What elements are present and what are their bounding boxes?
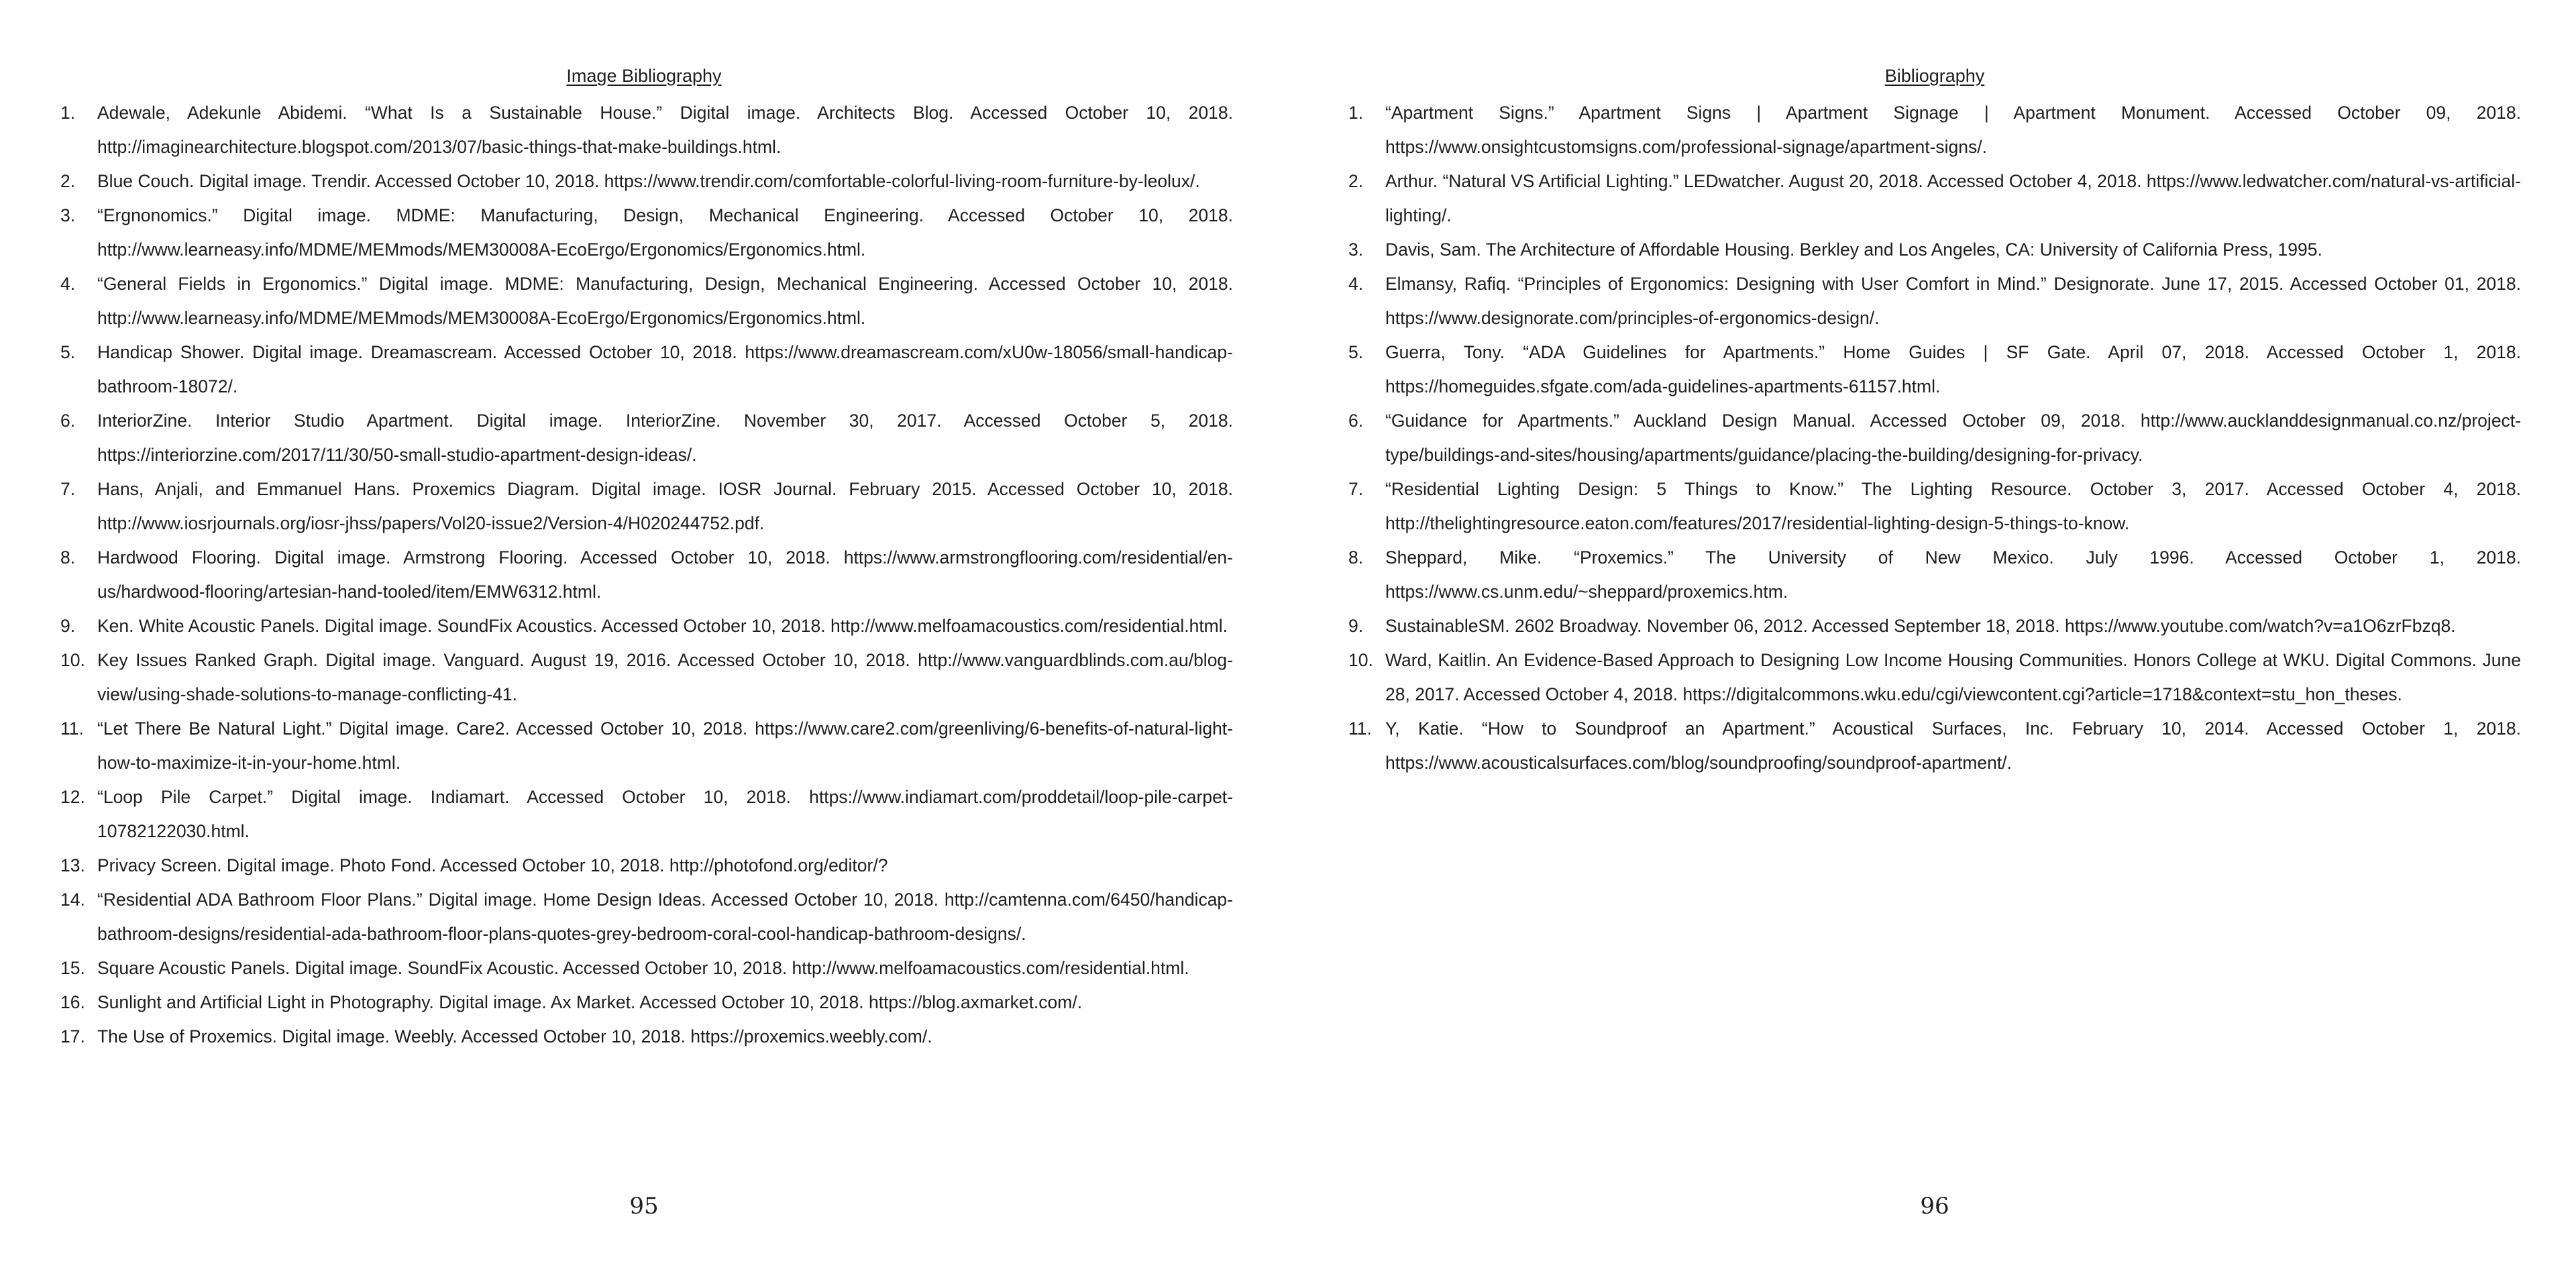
entry-text: SustainableSM. 2602 Broadway. November 06, 2012. Accessed September 18, 2018. https://www.youtube.com/watch?v=a1O6zrFbzq8. — [1385, 616, 2456, 636]
entry-text: Key Issues Ranked Graph. Digital image. Vanguard. August 19, 2016. Accessed October 10, 2018. http://www.vanguardblinds.com.au/blog-view/using-shade-solutions-to-manage-conflicting-41. — [97, 650, 1233, 704]
entry-text: Handicap Shower. Digital image. Dreamascream. Accessed October 10, 2018. https://www.dreamascream.com/xU0w-18056/small-handicap-bathroom-18072/. — [97, 342, 1233, 396]
bibliography-entry — [1348, 404, 2521, 472]
bibliography-entry — [60, 712, 1233, 780]
bibliography-entry — [1348, 164, 2521, 233]
entry-text: Arthur. “Natural VS Artificial Lighting.” LEDwatcher. August 20, 2018. Accessed October 4, 2018. https://www.ledwatcher.com/natural-vs-artificial-lighting/. — [1385, 171, 2521, 225]
bibliography-entry — [60, 199, 1233, 267]
entry-text: InteriorZine. Interior Studio Apartment. Digital image. InteriorZine. November 30, 2017. Accessed October 5, 2018. https://interiorzine.com/2017/11/30/50-small-studio-apartment-design-ideas/. — [97, 411, 1233, 465]
entry-number: 6. — [60, 411, 76, 431]
page-number: 95 — [629, 1193, 659, 1220]
entry-text: Guerra, Tony. “ADA Guidelines for Apartments.” Home Guides | SF Gate. April 07, 2018. Accessed October 1, 2018. https://homeguides.sfgate.com/ada-guidelines-apartments-61157.html. — [1385, 342, 2521, 396]
entry-text: Sheppard, Mike. “Proxemics.” The University of New Mexico. July 1996. Accessed October 1, 2018. https://www.cs.unm.edu/~sheppard/proxemics.htm. — [1385, 547, 2521, 602]
entry-number: 7. — [60, 479, 76, 499]
entry-number: 8. — [1348, 547, 1364, 568]
bibliography-entry — [1348, 335, 2521, 404]
bibliography-entry — [60, 164, 1233, 199]
entry-number: 5. — [1348, 342, 1364, 362]
bibliography-entry — [1348, 472, 2521, 541]
entry-text: Y, Katie. “How to Soundproof an Apartment.” Acoustical Surfaces, Inc. February 10, 2014. Accessed October 1, 2018. https://www.acousticalsurfaces.com/blog/soundproofing/soundproof-apartment/. — [1385, 718, 2521, 773]
entry-text: The Use of Proxemics. Digital image. Weebly. Accessed October 10, 2018. https://proxemics.weebly.com/. — [97, 1026, 932, 1046]
entry-number: 13. — [60, 855, 85, 875]
bibliography-list — [1348, 96, 2521, 780]
entry-number: 7. — [1348, 479, 1364, 499]
page-number: 96 — [1920, 1193, 1949, 1220]
bibliography-entry — [60, 541, 1233, 609]
page-title: Image Bibliography — [566, 66, 722, 86]
entry-text: “Let There Be Natural Light.” Digital image. Care2. Accessed October 10, 2018. https://www.care2.com/greenliving/6-benefits-of-natural-light-how-to-maximize-it-in-your-home.html. — [97, 718, 1233, 773]
entry-number: 12. — [60, 787, 85, 807]
entry-number: 14. — [60, 890, 85, 910]
entry-number: 9. — [1348, 616, 1364, 636]
right-page — [1348, 0, 2521, 1288]
entry-text: “Guidance for Apartments.” Auckland Design Manual. Accessed October 09, 2018. http://www.aucklanddesignmanual.co.nz/project-type/buildings-and-sites/housing/apartments/guidance/placing-the-building/designing-for-privacy. — [1385, 411, 2521, 465]
entry-text: Adewale, Adekunle Abidemi. “What Is a Sustainable House.” Digital image. Architects Blog. Accessed October 10, 2018. http://imaginearchitecture.blogspot.com/2013/07/basic-things-that-make-buildings.html. — [97, 103, 1233, 157]
bibliography-entry — [60, 472, 1233, 541]
entry-text: Sunlight and Artificial Light in Photography. Digital image. Ax Market. Accessed October 10, 2018. https://blog.axmarket.com/. — [97, 992, 1083, 1012]
page-title: Bibliography — [1884, 66, 1985, 86]
image-bibliography-list — [60, 96, 1233, 1054]
bibliography-entry — [1348, 96, 2521, 164]
entry-text: “General Fields in Ergonomics.” Digital image. MDME: Manufacturing, Design, Mechanical Engineering. Accessed October 10, 2018. http://www.learneasy.info/MDME/MEMmods/MEM30008A-EcoErgo/Ergonomics/Ergonomics.html. — [97, 274, 1233, 328]
entry-text: Privacy Screen. Digital image. Photo Fond. Accessed October 10, 2018. http://photofond.org/editor/? — [97, 855, 888, 875]
entry-number: 11. — [1348, 718, 1372, 739]
entry-number: 17. — [60, 1026, 85, 1046]
entry-number: 3. — [60, 205, 76, 225]
entry-text: Hardwood Flooring. Digital image. Armstrong Flooring. Accessed October 10, 2018. https://www.armstrongflooring.com/residential/en-us/hardwood-flooring/artesian-hand-tooled/item/EMW6312.html. — [97, 547, 1233, 602]
entry-number: 4. — [60, 274, 76, 294]
entry-text: Elmansy, Rafiq. “Principles of Ergonomics: Designing with User Comfort in Mind.” Designorate. June 17, 2015. Accessed October 01, 2018. https://www.designorate.com/principles-of-ergonomics-design/. — [1385, 274, 2521, 328]
bibliography-entry — [60, 1020, 1233, 1054]
entry-number: 10. — [60, 650, 85, 670]
entry-number: 2. — [1348, 171, 1364, 191]
bibliography-entry — [60, 985, 1233, 1020]
bibliography-entry — [60, 883, 1233, 951]
entry-number: 11. — [60, 718, 84, 739]
entry-text: Hans, Anjali, and Emmanuel Hans. Proxemics Diagram. Digital image. IOSR Journal. February 2015. Accessed October 10, 2018. http://www.iosrjournals.org/iosr-jhss/papers/Vol20-issue2/Version-4/H020244752.pdf. — [97, 479, 1233, 533]
entry-number: 6. — [1348, 411, 1364, 431]
entry-number: 5. — [60, 342, 76, 362]
entry-text: “Ergnonomics.” Digital image. MDME: Manufacturing, Design, Mechanical Engineering. Accessed October 10, 2018. http://www.learneasy.info/MDME/MEMmods/MEM30008A-EcoErgo/Ergonomics/Ergonomics.html. — [97, 205, 1233, 260]
entry-number: 1. — [1348, 103, 1364, 123]
entry-text: Blue Couch. Digital image. Trendir. Accessed October 10, 2018. https://www.trendir.com/comfortable-colorful-living-room-furniture-by-leolux/. — [97, 171, 1200, 191]
entry-text: “Loop Pile Carpet.” Digital image. Indiamart. Accessed October 10, 2018. https://www.indiamart.com/proddetail/loop-pile-carpet-10782122030.html. — [97, 787, 1233, 841]
bibliography-entry — [60, 335, 1233, 404]
left-page — [60, 0, 1233, 1288]
bibliography-entry — [60, 951, 1233, 985]
entry-text: Ken. White Acoustic Panels. Digital image. SoundFix Acoustics. Accessed October 10, 2018. http://www.melfoamacoustics.com/residential.html. — [97, 616, 1228, 636]
bibliography-entry — [60, 609, 1233, 643]
bibliography-entry — [60, 267, 1233, 335]
entry-number: 3. — [1348, 239, 1364, 260]
entry-text: Ward, Kaitlin. An Evidence-Based Approach to Designing Low Income Housing Communities. Honors College at WKU. Digital Commons. June 28, 2017. Accessed October 4, 2018. https://digitalcommons.wku.edu/cgi/viewcontent.cgi?article=1718&context=stu_hon_theses. — [1385, 650, 2521, 704]
entry-number: 10. — [1348, 650, 1373, 670]
entry-number: 8. — [60, 547, 76, 568]
bibliography-entry — [60, 404, 1233, 472]
entry-text: Davis, Sam. The Architecture of Affordable Housing. Berkley and Los Angeles, CA: University of California Press, 1995. — [1385, 239, 2322, 260]
entry-text: “Residential Lighting Design: 5 Things to Know.” The Lighting Resource. October 3, 2017. Accessed October 4, 2018. http://thelightingresource.eaton.com/features/2017/residential-lighting-design-5-things-to-know. — [1385, 479, 2521, 533]
entry-number: 1. — [60, 103, 76, 123]
bibliography-entry — [60, 96, 1233, 164]
entry-text: “Residential ADA Bathroom Floor Plans.” Digital image. Home Design Ideas. Accessed October 10, 2018. http://camtenna.com/6450/handicap-bathroom-designs/residential-ada-bathroom-floor-plans-quotes-grey-bedroom-coral-cool-handicap-bathroom-designs/. — [97, 890, 1233, 944]
entry-number: 4. — [1348, 274, 1364, 294]
bibliography-entry — [60, 780, 1233, 849]
bibliography-entry — [1348, 233, 2521, 267]
bibliography-entry — [1348, 541, 2521, 609]
bibliography-entry — [1348, 712, 2521, 780]
bibliography-entry — [60, 643, 1233, 712]
entry-number: 2. — [60, 171, 76, 191]
bibliography-entry — [60, 849, 1233, 883]
bibliography-entry — [1348, 643, 2521, 712]
entry-number: 9. — [60, 616, 76, 636]
bibliography-entry — [1348, 267, 2521, 335]
entry-text: Square Acoustic Panels. Digital image. SoundFix Acoustic. Accessed October 10, 2018. http://www.melfoamacoustics.com/residential.html. — [97, 958, 1189, 978]
entry-text: “Apartment Signs.” Apartment Signs | Apartment Signage | Apartment Monument. Accessed October 09, 2018. https://www.onsightcustomsigns.com/professional-signage/apartment-signs/. — [1385, 103, 2521, 157]
bibliography-entry — [1348, 609, 2521, 643]
entry-number: 15. — [60, 958, 85, 978]
entry-number: 16. — [60, 992, 85, 1012]
